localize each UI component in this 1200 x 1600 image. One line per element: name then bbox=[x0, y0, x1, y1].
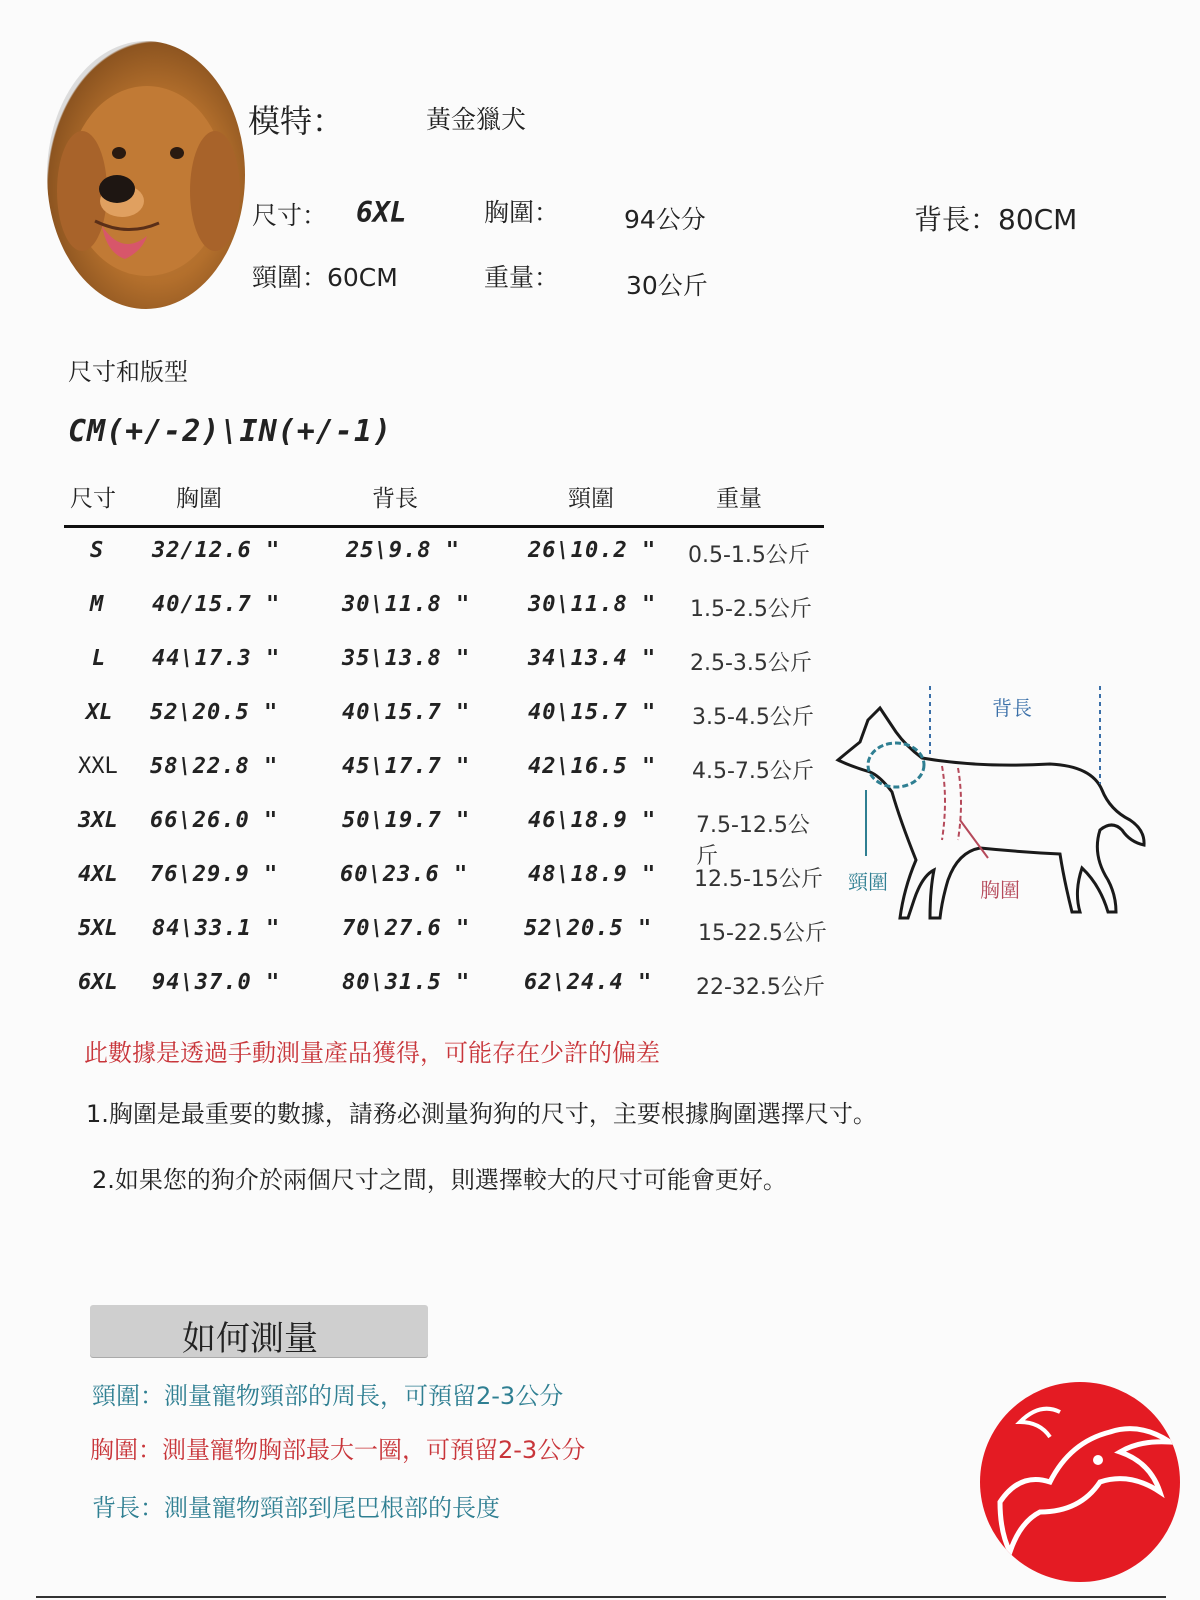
cell-weight: 22-32.5公斤 bbox=[696, 975, 825, 1000]
howto-chest: 胸圍：測量寵物胸部最大一圈，可預留2-3公分 bbox=[90, 1436, 586, 1464]
cell-size: L bbox=[92, 646, 106, 671]
cell-back: 40\15.7 " bbox=[342, 700, 471, 725]
cell-chest: 94\37.0 " bbox=[152, 970, 281, 995]
cell-size: 6XL bbox=[78, 970, 118, 995]
cell-neck: 62\24.4 " bbox=[524, 970, 653, 995]
cell-neck: 48\18.9 " bbox=[528, 862, 657, 887]
cell-weight: 4.5-7.5公斤 bbox=[692, 759, 814, 784]
chest-value: 94公分 bbox=[624, 205, 706, 234]
chest-measure-band bbox=[942, 766, 961, 840]
cell-chest: 52\20.5 " bbox=[150, 700, 279, 725]
cell-size: M bbox=[90, 592, 104, 617]
model-breed: 黃金獵犬 bbox=[426, 105, 527, 134]
cell-chest: 76\29.9 " bbox=[150, 862, 279, 887]
cell-size: 3XL bbox=[78, 808, 118, 833]
dragon-seal-logo bbox=[980, 1382, 1180, 1582]
header-chest: 胸圍 bbox=[176, 486, 222, 512]
note-chest-important: 1.胸圍是最重要的數據，請務必測量狗狗的尺寸，主要根據胸圍選擇尺寸。 bbox=[86, 1100, 877, 1128]
cell-back: 60\23.6 " bbox=[340, 862, 469, 887]
table-row bbox=[0, 700, 830, 740]
bottom-divider bbox=[36, 1596, 1166, 1598]
table-row bbox=[0, 538, 830, 578]
cell-chest: 44\17.3 " bbox=[152, 646, 281, 671]
weight-label: 重量： bbox=[484, 263, 560, 292]
cell-weight: 2.5-3.5公斤 bbox=[690, 651, 812, 676]
cell-chest: 40/15.7 " bbox=[152, 592, 281, 617]
size-label: 尺寸： bbox=[252, 201, 328, 230]
cell-chest: 58\22.8 " bbox=[150, 754, 279, 779]
howto-back: 背長：測量寵物頸部到尾巴根部的長度 bbox=[92, 1494, 500, 1522]
neck-measure-ring bbox=[868, 743, 924, 787]
note-choose-larger: 2.如果您的狗介於兩個尺寸之間，則選擇較大的尺寸可能會更好。 bbox=[92, 1166, 787, 1194]
table-row bbox=[0, 970, 830, 1010]
cell-weight: 15-22.5公斤 bbox=[698, 921, 827, 946]
cell-back: 70\27.6 " bbox=[342, 916, 471, 941]
size-chart-title: 尺寸和版型 bbox=[68, 358, 188, 386]
cell-weight: 12.5-15公斤 bbox=[694, 867, 823, 892]
table-row bbox=[0, 808, 830, 869]
model-label: 模特： bbox=[248, 102, 345, 140]
cell-neck: 52\20.5 " bbox=[524, 916, 653, 941]
cell-size: XL bbox=[86, 700, 113, 725]
chest-pointer bbox=[960, 820, 988, 858]
dog-photo bbox=[47, 41, 245, 309]
diagram-chest-label: 胸圍 bbox=[980, 878, 1020, 902]
cell-back: 30\11.8 " bbox=[342, 592, 471, 617]
table-row bbox=[0, 916, 830, 956]
cell-back: 50\19.7 " bbox=[342, 808, 471, 833]
cell-chest: 84\33.1 " bbox=[152, 916, 281, 941]
cell-chest: 66\26.0 " bbox=[150, 808, 279, 833]
cell-size: 5XL bbox=[78, 916, 118, 941]
header-weight: 重量 bbox=[716, 486, 762, 512]
cell-size: 4XL bbox=[78, 862, 118, 887]
cell-neck: 34\13.4 " bbox=[528, 646, 657, 671]
cell-back: 25\9.8 " bbox=[346, 538, 460, 563]
header-back: 背長 bbox=[372, 486, 418, 512]
howto-neck: 頸圍：測量寵物頸部的周長，可預留2-3公分 bbox=[92, 1382, 564, 1410]
table-row bbox=[0, 754, 830, 794]
header-neck: 頸圍 bbox=[568, 486, 614, 512]
cell-weight: 3.5-4.5公斤 bbox=[692, 705, 814, 730]
golden-retriever-illustration bbox=[47, 41, 245, 309]
cell-neck: 46\18.9 " bbox=[528, 808, 657, 833]
cell-neck: 42\16.5 " bbox=[528, 754, 657, 779]
tolerance-note: CM(+/-2)\IN(+/-1) bbox=[68, 414, 393, 449]
dragon-icon bbox=[980, 1382, 1180, 1582]
cell-size: XXL bbox=[78, 754, 118, 779]
cell-neck: 40\15.7 " bbox=[528, 700, 657, 725]
cell-chest: 32/12.6 " bbox=[152, 538, 281, 563]
cell-weight: 0.5-1.5公斤 bbox=[688, 543, 810, 568]
diagram-neck-label: 頸圍 bbox=[848, 870, 888, 894]
header-divider bbox=[64, 525, 824, 528]
header-size: 尺寸 bbox=[70, 486, 116, 512]
table-row bbox=[0, 592, 830, 632]
neck-label: 頸圍：60CM bbox=[252, 263, 398, 292]
table-row bbox=[0, 646, 830, 686]
weight-value: 30公斤 bbox=[626, 271, 708, 300]
cell-neck: 26\10.2 " bbox=[528, 538, 657, 563]
cell-size: S bbox=[90, 538, 104, 563]
cell-weight: 1.5-2.5公斤 bbox=[690, 597, 812, 622]
back-length-label: 背長：80CM bbox=[914, 203, 1078, 236]
cell-neck: 30\11.8 " bbox=[528, 592, 657, 617]
diagram-back-length-label: 背長 bbox=[992, 696, 1032, 720]
table-row bbox=[0, 862, 830, 902]
chest-label: 胸圍： bbox=[484, 198, 560, 227]
how-to-measure-header bbox=[90, 1305, 428, 1357]
measurement-disclaimer: 此數據是透過手動測量產品獲得，可能存在少許的偏差 bbox=[84, 1039, 660, 1067]
cell-back: 80\31.5 " bbox=[342, 970, 471, 995]
cell-back: 35\13.8 " bbox=[342, 646, 471, 671]
size-value: 6XL bbox=[356, 196, 407, 229]
cell-back: 45\17.7 " bbox=[342, 754, 471, 779]
how-to-measure-title: 如何測量 bbox=[182, 1319, 318, 1359]
cell-weight: 7.5-12.5公斤 bbox=[696, 813, 810, 869]
